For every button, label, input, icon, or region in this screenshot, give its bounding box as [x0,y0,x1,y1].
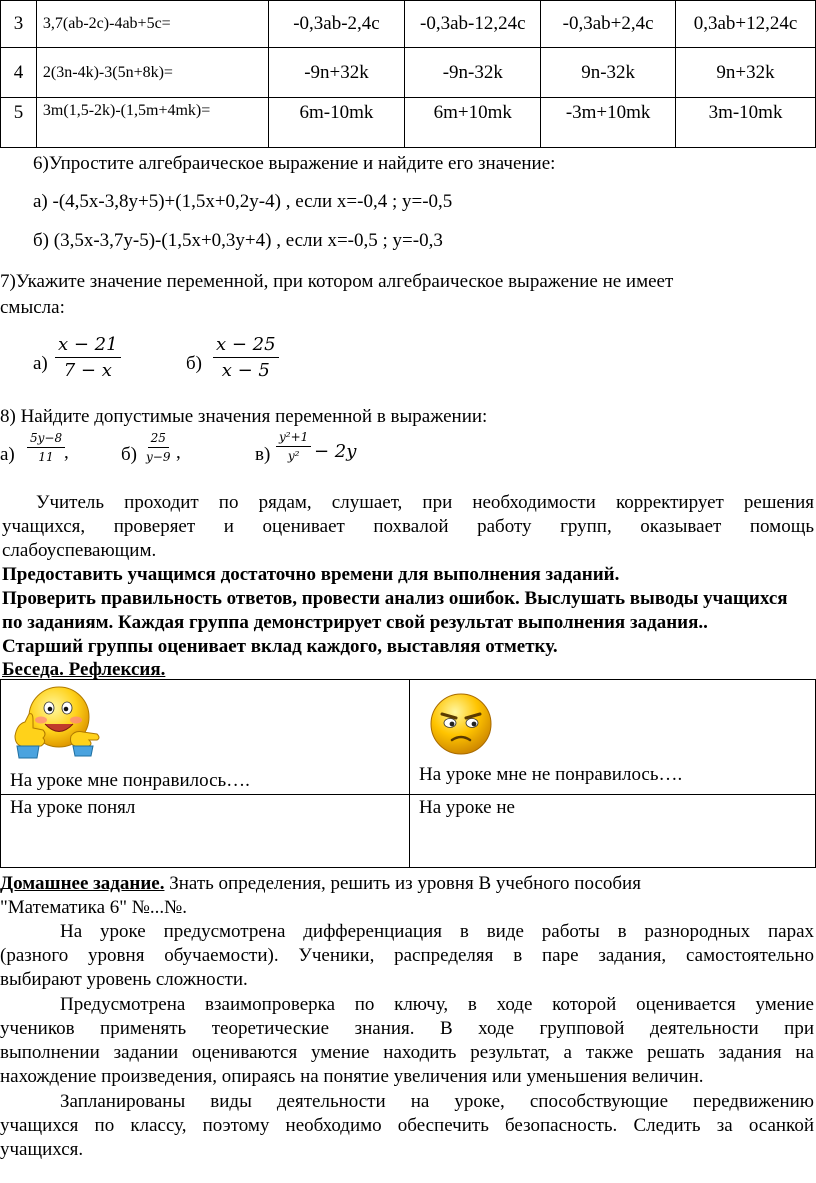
reflection-cell-understood [1,795,410,868]
task6-heading: 6)Упростите алгебраическое выражение и найдите его значение: [33,153,556,174]
answers-table [0,0,816,148]
separator: , [176,442,181,463]
fraction-numerator: 25 [148,431,169,448]
bold-line: по заданиям. Каждая группа демонстрирует свой результат выполнения задания.. [2,612,708,633]
bold-line: Предоставить учащимся достаточно времени для выполнения заданий. [2,564,620,585]
answer-option: 9n-32k [541,48,676,98]
homework-text: Знать определения, решить из уровня В учебного пособия [164,873,641,894]
teacher-paragraph-line [36,491,814,514]
task7-heading: 7)Укажите значение переменной, при котором алгебраическое выражение не имеет [0,271,674,292]
answer-option: -9n+32k [268,48,405,98]
answer-option: -9n-32k [405,48,541,98]
answer-option: -0,3ab+2,4c [541,1,676,48]
text-line: выполнении задании оцениваются умение находить результат, а также решать задания на [0,1042,814,1063]
homework-label: Домашнее задание. [0,873,165,894]
task7-label-a: а) [33,353,48,374]
text-line: Учитель проходит по рядам, слушает, при необходимости корректирует решения [36,492,814,513]
row-expression: 2(3n-4k)-3(5n+8k)= [36,48,268,98]
separator: , [64,442,69,463]
frowning-smiley-icon [428,692,494,756]
table-row [1,98,816,148]
answer-option: 9n+32k [676,48,816,98]
reflection-disliked-text: На уроке мне не понравилось…. [419,764,683,785]
homework-line: "Математика 6" №...№. [0,897,188,918]
teacher-paragraph-line: слабоуспевающим. [2,540,157,561]
fraction-numerator: x − 21 [55,334,121,358]
answer-option: -3m+10mk [541,98,676,148]
task8-fraction-a [27,431,65,464]
paragraph-line: учащихся. [0,1139,84,1160]
task8-fraction-c [276,430,311,463]
answer-option: 6m+10mk [405,98,541,148]
paragraph-line: нахождение произведения, опираясь на понятие увеличения или уменьшения величин. [0,1066,704,1087]
reflection-cell-not [410,795,816,868]
text-line: учащихся, проверяет и оценивает похвалой работу групп, оказывает помощь [2,516,814,537]
paragraph-line: выбирают уровень сложности. [0,969,248,990]
table-row [1,795,816,868]
text-line: учеников применять теоретические знания. В ходе групповой деятельности при [0,1018,814,1039]
task8-c-tail: − 2y [314,441,357,462]
row-number: 4 [1,48,37,98]
thumbs-up-smiley-icon [9,684,105,760]
text-line: На уроке предусмотрена дифференциация в виде работы в разнородных парах [60,921,814,942]
bold-line: Проверить правильность ответов, провести анализ ошибок. Выслушать выводы учащихся [2,588,788,609]
paragraph-line [0,1041,814,1064]
task7-fraction-b [213,334,279,381]
fraction-denominator: y−9 [146,450,171,464]
text-line: Запланированы виды деятельности на уроке, способствующие передвижению [60,1091,814,1112]
task8-label-b: б) [121,444,137,465]
answer-option: -0,3ab-2,4c [268,1,405,48]
paragraph-line [0,1017,814,1040]
fraction-denominator: 7 − x [63,360,112,381]
fraction-denominator: y² [287,449,300,463]
reflection-table [0,679,816,868]
task7-fraction-a [55,334,121,381]
fraction-numerator: y²+1 [276,430,311,447]
homework-line [0,872,812,895]
paragraph-line [0,944,814,967]
answer-option: 6m-10mk [268,98,405,148]
table-row [1,1,816,48]
fraction-numerator: 5y−8 [27,431,65,448]
bold-line: Старший группы оценивает вклад каждого, выставляя отметку. [2,636,558,657]
row-number: 5 [1,98,37,148]
task7-heading-cont: смысла: [0,297,65,318]
row-number: 3 [1,1,37,48]
answer-option: -0,3ab-12,24c [405,1,541,48]
paragraph-line [0,1114,814,1137]
task8-fraction-b [143,431,173,464]
task8-label-c: в) [255,444,271,465]
row-expression: 3m(1,5-2k)-(1,5m+4mk)= [36,98,268,148]
text-line: учащихся по классу, поэтому необходимо обеспечить безопасность. Следить за осанкой [0,1115,814,1136]
fraction-numerator: x − 25 [213,334,279,358]
reflection-cell-disliked [410,680,816,795]
paragraph-line [60,993,814,1016]
reflection-liked-text: На уроке мне понравилось…. [10,770,250,791]
reflection-cell-liked [1,680,410,795]
paragraph-line [60,1090,814,1113]
row-expression: 3,7(ab-2c)-4ab+5c= [36,1,268,48]
table-row [1,680,816,795]
fraction-denominator: 11 [38,450,54,464]
task6-item-a: а) -(4,5х-3,8у+5)+(1,5х+0,2у-4) , если х=-0,4 ; у=-0,5 [33,191,453,212]
fraction-denominator: x − 5 [221,360,270,381]
table-row [1,48,816,98]
section-heading-reflection: Беседа. Рефлексия. [2,659,166,680]
reflection-not-text: На уроке не [419,797,515,818]
text-line: (разного уровня обучаемости). Ученики, распределяя в паре задания, самостоятельно [0,945,814,966]
answer-option: 3m-10mk [676,98,816,148]
paragraph-line [60,920,814,943]
teacher-paragraph-line [2,515,814,538]
reflection-understood-text: На уроке понял [10,797,136,818]
task8-label-a: а) [0,444,15,465]
answer-option: 0,3ab+12,24c [676,1,816,48]
task8-heading: 8) Найдите допустимые значения переменной в выражении: [0,406,488,427]
text-line: Предусмотрена взаимопроверка по ключу, в ходе которой оценивается умение [60,994,814,1015]
task6-item-b: б) (3,5х-3,7у-5)-(1,5х+0,3у+4) , если х=-0,5 ; у=-0,3 [33,230,443,251]
task7-label-b: б) [186,353,202,374]
